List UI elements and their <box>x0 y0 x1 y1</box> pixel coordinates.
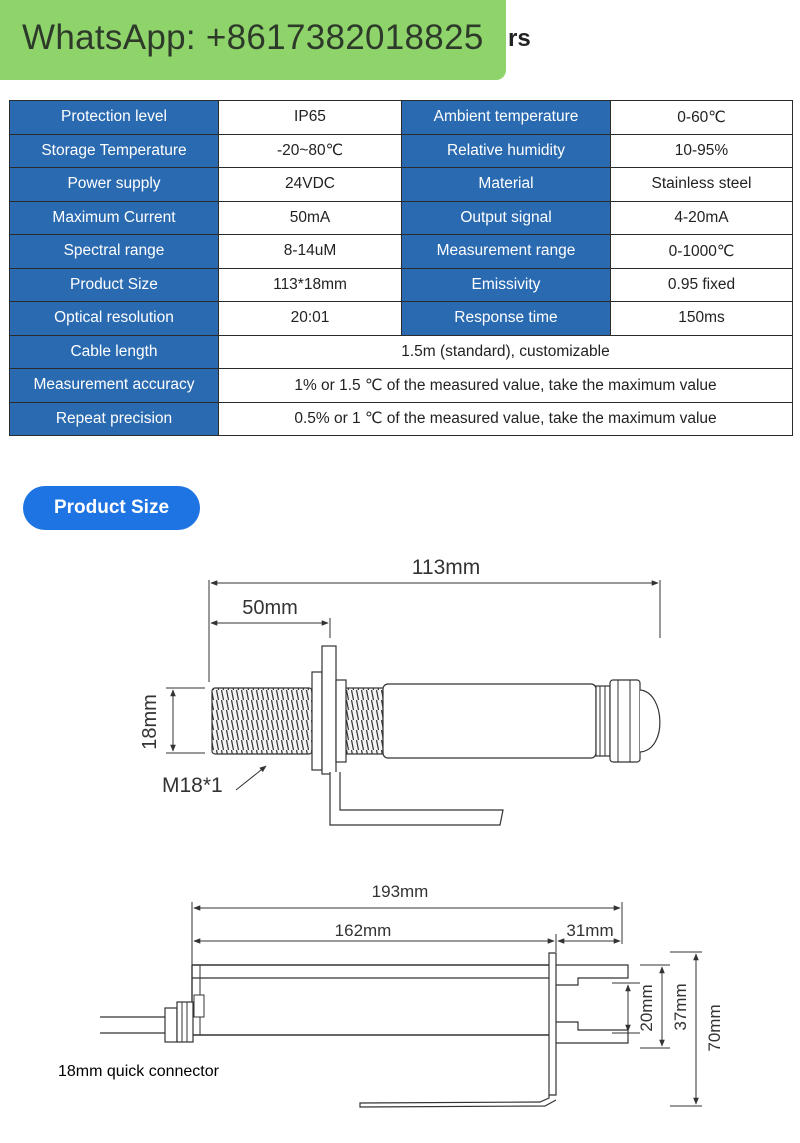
dim-31mm: 31mm <box>566 921 614 940</box>
dim-193mm: 193mm <box>371 882 429 901</box>
spec-label: Power supply <box>10 168 219 202</box>
table-row <box>10 201 793 235</box>
spec-label: Storage Temperature <box>10 134 219 168</box>
spec-value: 50mA <box>219 201 402 235</box>
spec-value: 1.5m (standard), customizable <box>219 335 793 369</box>
whatsapp-banner <box>0 0 506 80</box>
sensor-side-view <box>139 556 660 825</box>
spec-value: Stainless steel <box>611 168 793 202</box>
table-row <box>10 268 793 302</box>
spec-label: Protection level <box>10 101 219 135</box>
spec-label: Measurement range <box>402 235 611 269</box>
spec-value: 4-20mA <box>611 201 793 235</box>
spec-label: Ambient temperature <box>402 101 611 135</box>
spec-value: 150ms <box>611 302 793 336</box>
spec-label: Cable length <box>10 335 219 369</box>
table-row <box>10 134 793 168</box>
table-row <box>10 168 793 202</box>
table-row <box>10 369 793 403</box>
spec-value: 8-14uM <box>219 235 402 269</box>
dim-18mm-diameter: 18mm <box>139 694 161 750</box>
spec-value: 0.5% or 1 ℃ of the measured value, take the maximum value <box>219 402 793 436</box>
dim-70mm: 70mm <box>705 1004 724 1052</box>
table-row <box>10 101 793 135</box>
dim-50mm: 50mm <box>242 597 298 619</box>
dim-37mm: 37mm <box>671 983 690 1031</box>
spec-value: 0.95 fixed <box>611 268 793 302</box>
dim-20mm: 20mm <box>637 984 656 1032</box>
dimension-drawings <box>0 540 800 1143</box>
whatsapp-text: WhatsApp: +8617382018825 <box>22 18 484 57</box>
spec-label: Product Size <box>10 268 219 302</box>
table-row <box>10 335 793 369</box>
table-row <box>10 402 793 436</box>
spec-value: 24VDC <box>219 168 402 202</box>
spec-label: Relative humidity <box>402 134 611 168</box>
sensor-with-bracket-view <box>58 882 724 1107</box>
table-row <box>10 235 793 269</box>
dim-162mm: 162mm <box>334 921 392 940</box>
spec-label: Spectral range <box>10 235 219 269</box>
spec-value: 20:01 <box>219 302 402 336</box>
spec-value: 0-1000℃ <box>611 235 793 269</box>
spec-label: Material <box>402 168 611 202</box>
product-size-button[interactable]: Product Size <box>23 486 200 530</box>
thread-spec-label: M18*1 <box>162 774 223 797</box>
spec-label: Measurement accuracy <box>10 369 219 403</box>
spec-label: Repeat precision <box>10 402 219 436</box>
spec-value: 1% or 1.5 ℃ of the measured value, take the maximum value <box>219 369 793 403</box>
dim-113mm: 113mm <box>411 556 481 579</box>
spec-table <box>9 100 793 436</box>
spec-value: 0-60℃ <box>611 101 793 135</box>
spec-label: Emissivity <box>402 268 611 302</box>
page-title-fragment: rs <box>508 25 531 52</box>
table-row <box>10 302 793 336</box>
spec-label: Optical resolution <box>10 302 219 336</box>
spec-value: -20~80℃ <box>219 134 402 168</box>
spec-label: Response time <box>402 302 611 336</box>
spec-value: IP65 <box>219 101 402 135</box>
spec-label: Maximum Current <box>10 201 219 235</box>
connector-label: 18mm quick connector <box>58 1063 219 1080</box>
spec-label: Output signal <box>402 201 611 235</box>
spec-value: 10-95% <box>611 134 793 168</box>
spec-value: 113*18mm <box>219 268 402 302</box>
